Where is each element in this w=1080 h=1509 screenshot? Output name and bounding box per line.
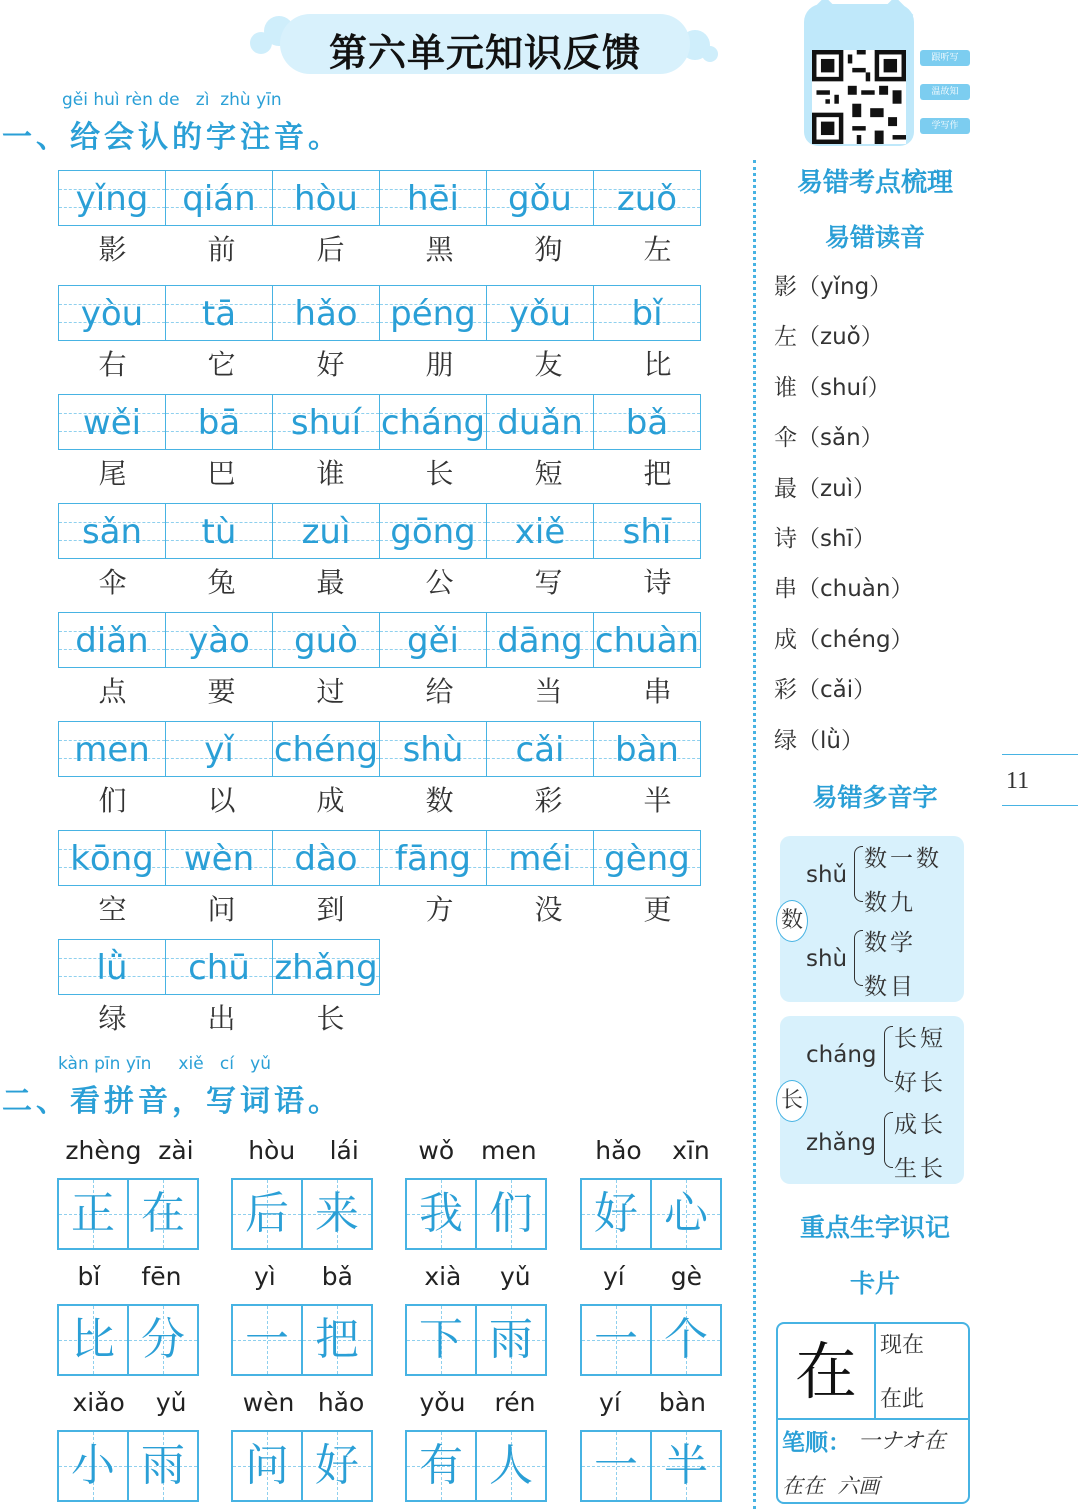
brace-icon bbox=[884, 1026, 893, 1082]
character-text: 数 bbox=[425, 784, 454, 817]
page-number: 11 bbox=[1002, 754, 1078, 806]
reading-heading: 易错读音 bbox=[824, 223, 925, 252]
page-title: 第六单元知识反馈 bbox=[328, 31, 641, 75]
pinyin-cell bbox=[272, 503, 380, 559]
pinyin-cell bbox=[593, 503, 701, 559]
pinyin-cell bbox=[593, 721, 701, 777]
pinyin-cell bbox=[593, 285, 701, 341]
pinyin-text: yào bbox=[188, 621, 250, 661]
pinyin-cell bbox=[58, 612, 166, 668]
qr-code-panel[interactable] bbox=[800, 4, 980, 150]
pinyin-cell bbox=[379, 394, 487, 450]
character-text: 后 bbox=[316, 233, 345, 266]
pinyin-cell bbox=[593, 612, 701, 668]
writing-box[interactable] bbox=[650, 1304, 722, 1376]
word-pinyin: xiǎo bbox=[72, 1388, 125, 1417]
polyphone-word: 长短 bbox=[894, 1026, 946, 1052]
card-heading-2: 卡片 bbox=[849, 1269, 900, 1298]
writing-box[interactable] bbox=[475, 1430, 547, 1502]
writing-box[interactable] bbox=[301, 1178, 373, 1250]
pinyin-text: wěi bbox=[82, 403, 142, 443]
character-text: 友 bbox=[534, 348, 563, 381]
pinyin-text: tā bbox=[201, 294, 237, 334]
word-pinyin: rén bbox=[494, 1388, 536, 1417]
pinyin-text: kōng bbox=[70, 839, 154, 879]
word-pinyin: yǔ bbox=[155, 1388, 187, 1417]
polyphone-word: 好长 bbox=[894, 1070, 946, 1096]
writing-box[interactable] bbox=[127, 1178, 199, 1250]
written-character: 一 bbox=[245, 1314, 289, 1365]
character-text: 长 bbox=[425, 457, 454, 490]
pinyin-text: hòu bbox=[294, 179, 358, 219]
pinyin-cell bbox=[272, 721, 380, 777]
written-character: 雨 bbox=[141, 1440, 185, 1491]
polyphone-word: 数目 bbox=[864, 974, 916, 1000]
character-text: 当 bbox=[534, 675, 563, 708]
pinyin-text: hǎo bbox=[294, 294, 358, 334]
pinyin-text: bǐ bbox=[631, 294, 663, 334]
character-text: 彩 bbox=[534, 784, 563, 817]
pinyin-cell bbox=[272, 830, 380, 886]
word-pinyin: fēn bbox=[141, 1262, 182, 1291]
written-character: 问 bbox=[245, 1440, 289, 1491]
card-heading: 重点生字识记 bbox=[799, 1213, 950, 1242]
pinyin-cell bbox=[165, 612, 273, 668]
character-text: 到 bbox=[316, 893, 345, 926]
reading-item: 最（zuì） bbox=[774, 475, 877, 502]
word-item bbox=[580, 1262, 725, 1376]
pinyin-cell bbox=[165, 721, 273, 777]
section2-pinyin: kàn pīn yīn xiě cí yǔ bbox=[58, 1054, 271, 1074]
pinyin-text: yǐ bbox=[204, 730, 234, 770]
qr-tag-listen[interactable]: 跟听写 bbox=[920, 50, 970, 66]
character-text: 尾 bbox=[98, 457, 127, 490]
word-item bbox=[57, 1262, 202, 1376]
sidebar-heading: 易错考点梳理 bbox=[796, 168, 953, 198]
pinyin-cell bbox=[58, 394, 166, 450]
word-item bbox=[57, 1136, 202, 1250]
character-text: 诗 bbox=[643, 566, 672, 599]
polyphone-word: 成长 bbox=[894, 1112, 946, 1138]
polyphone-word: 生长 bbox=[894, 1156, 946, 1182]
word-pinyin: yǒu bbox=[419, 1388, 466, 1417]
pinyin-text: zuǒ bbox=[616, 179, 678, 219]
card-word: 现在 bbox=[880, 1333, 925, 1358]
character-text: 问 bbox=[207, 893, 236, 926]
pinyin-text: yǒu bbox=[508, 294, 572, 334]
polyphone-word: 数九 bbox=[864, 890, 916, 916]
written-character: 半 bbox=[664, 1440, 708, 1491]
pinyin-cell bbox=[486, 170, 594, 226]
writing-box[interactable] bbox=[127, 1304, 199, 1376]
character-text: 半 bbox=[643, 784, 672, 817]
pinyin-cell bbox=[165, 939, 273, 995]
pinyin-text: chū bbox=[188, 948, 250, 988]
pinyin-text: zuì bbox=[301, 512, 351, 552]
pinyin-text: duǎn bbox=[497, 403, 583, 443]
pinyin-cell bbox=[379, 721, 487, 777]
reading-item: 成（chéng） bbox=[774, 626, 914, 653]
pinyin-text: gōng bbox=[390, 512, 476, 552]
word-pinyin: hòu bbox=[248, 1136, 296, 1165]
reading-item: 彩（cǎi） bbox=[774, 677, 877, 704]
pinyin-text: yǐng bbox=[75, 179, 149, 219]
pinyin-cell bbox=[272, 939, 380, 995]
pinyin-cell bbox=[486, 830, 594, 886]
pinyin-cell bbox=[593, 170, 701, 226]
pinyin-cell bbox=[486, 721, 594, 777]
polyphone-pinyin: shù bbox=[806, 946, 848, 972]
written-character: 们 bbox=[489, 1188, 533, 1239]
word-item bbox=[405, 1388, 550, 1502]
title-banner bbox=[250, 10, 720, 76]
pinyin-cell bbox=[486, 503, 594, 559]
pinyin-cell bbox=[58, 170, 166, 226]
pinyin-text: qián bbox=[182, 179, 256, 219]
stroke-order-label: 笔顺： bbox=[782, 1430, 851, 1456]
written-character: 个 bbox=[664, 1314, 708, 1365]
section2-title: 二、看拼音，写词语。 bbox=[2, 1084, 342, 1119]
pinyin-text: dāng bbox=[497, 621, 583, 661]
polyphone-pinyin: cháng bbox=[806, 1042, 877, 1068]
writing-box[interactable] bbox=[231, 1430, 303, 1502]
character-text: 串 bbox=[643, 675, 672, 708]
writing-box[interactable] bbox=[127, 1430, 199, 1502]
word-pinyin: yí bbox=[599, 1388, 621, 1417]
character-text: 要 bbox=[207, 675, 236, 708]
pinyin-text: gèng bbox=[604, 839, 690, 879]
writing-box[interactable] bbox=[405, 1430, 477, 1502]
written-character: 心 bbox=[664, 1188, 708, 1239]
word-pinyin: zài bbox=[158, 1136, 194, 1165]
word-item bbox=[231, 1136, 376, 1250]
character-text: 没 bbox=[534, 893, 563, 926]
word-pinyin: yǔ bbox=[500, 1262, 531, 1291]
word-item bbox=[405, 1262, 550, 1376]
word-pinyin: yì bbox=[254, 1262, 276, 1291]
writing-box[interactable] bbox=[580, 1430, 652, 1502]
pinyin-cell bbox=[165, 285, 273, 341]
word-pinyin: bǎ bbox=[321, 1262, 353, 1291]
character-row bbox=[58, 997, 385, 1037]
pinyin-cell bbox=[58, 830, 166, 886]
character-text: 最 bbox=[316, 566, 345, 599]
character-text: 写 bbox=[534, 566, 563, 599]
pinyin-text: zhǎng bbox=[274, 948, 378, 988]
pinyin-cell bbox=[486, 285, 594, 341]
character-text: 出 bbox=[207, 1002, 236, 1035]
word-item bbox=[405, 1136, 550, 1250]
written-character: 一 bbox=[594, 1440, 638, 1491]
written-character: 我 bbox=[419, 1188, 463, 1239]
pinyin-text: men bbox=[74, 730, 150, 770]
pinyin-text: dào bbox=[294, 839, 358, 879]
polyphone-card-chang bbox=[780, 1016, 964, 1184]
writing-box[interactable] bbox=[580, 1178, 652, 1250]
character-text: 伞 bbox=[98, 566, 127, 599]
polyphone-char: 长 bbox=[776, 1080, 808, 1122]
word-pinyin: wǒ bbox=[418, 1136, 455, 1165]
pinyin-text: tù bbox=[201, 512, 237, 552]
polyphone-card-shu bbox=[780, 836, 964, 1002]
pinyin-cell bbox=[486, 612, 594, 668]
writing-box[interactable] bbox=[231, 1178, 303, 1250]
word-pinyin: lái bbox=[329, 1136, 359, 1165]
pinyin-text: fāng bbox=[395, 839, 471, 879]
reading-item: 谁（shuí） bbox=[774, 374, 891, 401]
pinyin-text: diǎn bbox=[75, 621, 149, 661]
polyphone-pinyin: zhǎng bbox=[806, 1130, 876, 1156]
character-row bbox=[58, 452, 712, 492]
written-character: 好 bbox=[594, 1188, 638, 1239]
written-character: 下 bbox=[419, 1314, 463, 1365]
character-text: 们 bbox=[98, 784, 127, 817]
written-character: 后 bbox=[245, 1188, 289, 1239]
character-text: 绿 bbox=[98, 1002, 127, 1035]
pinyin-cell bbox=[593, 394, 701, 450]
pinyin-text: gěi bbox=[407, 621, 459, 661]
pinyin-text: xiě bbox=[514, 512, 566, 552]
brace-icon bbox=[854, 930, 863, 986]
pinyin-text: méi bbox=[508, 839, 572, 879]
character-text: 成 bbox=[316, 784, 345, 817]
pinyin-cell bbox=[58, 939, 166, 995]
pinyin-text: shī bbox=[622, 512, 672, 552]
written-character: 比 bbox=[71, 1314, 115, 1365]
pinyin-text: shù bbox=[402, 730, 464, 770]
pinyin-text: yòu bbox=[80, 294, 144, 334]
character-text: 把 bbox=[643, 457, 672, 490]
character-row bbox=[58, 343, 712, 383]
written-character: 人 bbox=[489, 1440, 533, 1491]
character-text: 空 bbox=[98, 893, 127, 926]
character-text: 巴 bbox=[207, 457, 236, 490]
pinyin-cell bbox=[58, 721, 166, 777]
pinyin-text: sǎn bbox=[81, 512, 143, 552]
pinyin-text: chéng bbox=[273, 730, 379, 770]
pinyin-cell bbox=[379, 503, 487, 559]
word-pinyin: wèn bbox=[242, 1388, 295, 1417]
word-pinyin: xīn bbox=[672, 1136, 710, 1165]
written-character: 一 bbox=[594, 1314, 638, 1365]
writing-box[interactable] bbox=[405, 1178, 477, 1250]
writing-box[interactable] bbox=[405, 1304, 477, 1376]
pinyin-cell bbox=[165, 503, 273, 559]
character-text: 左 bbox=[643, 233, 672, 266]
brace-icon bbox=[884, 1112, 893, 1168]
writing-box[interactable] bbox=[580, 1304, 652, 1376]
stroke-order: 一ナオ在 bbox=[858, 1429, 946, 1454]
word-item bbox=[231, 1388, 376, 1502]
section1-title: 一、给会认的字注音。 bbox=[2, 120, 342, 155]
written-character: 正 bbox=[71, 1188, 115, 1239]
word-pinyin: hǎo bbox=[317, 1388, 365, 1417]
writing-box[interactable] bbox=[650, 1430, 722, 1502]
writing-box[interactable] bbox=[301, 1430, 373, 1502]
pinyin-text: hēi bbox=[407, 179, 459, 219]
pinyin-cell bbox=[486, 394, 594, 450]
pinyin-row bbox=[58, 285, 700, 343]
section1-pinyin: gěi huì rèn de zì zhù yīn bbox=[62, 90, 282, 110]
writing-box[interactable] bbox=[57, 1178, 129, 1250]
writing-box[interactable] bbox=[650, 1178, 722, 1250]
written-character: 雨 bbox=[489, 1314, 533, 1365]
word-item bbox=[580, 1136, 725, 1250]
pinyin-cell bbox=[58, 503, 166, 559]
card-word: 在此 bbox=[880, 1387, 925, 1412]
writing-box[interactable] bbox=[475, 1178, 547, 1250]
reading-item: 串（chuàn） bbox=[774, 576, 914, 603]
character-row bbox=[58, 670, 712, 710]
pinyin-text: lǜ bbox=[96, 948, 128, 988]
written-character: 小 bbox=[71, 1440, 115, 1491]
pinyin-cell bbox=[272, 612, 380, 668]
word-pinyin: bǐ bbox=[77, 1262, 101, 1291]
character-text: 以 bbox=[207, 784, 236, 817]
reading-item: 伞（sǎn） bbox=[774, 425, 884, 452]
pinyin-text: wèn bbox=[183, 839, 255, 879]
pinyin-row bbox=[58, 721, 700, 779]
pinyin-cell bbox=[272, 394, 380, 450]
character-text: 给 bbox=[425, 675, 454, 708]
word-pinyin: bàn bbox=[658, 1388, 706, 1417]
pinyin-row bbox=[58, 612, 700, 670]
pinyin-cell bbox=[165, 170, 273, 226]
pinyin-cell bbox=[272, 285, 380, 341]
writing-box[interactable] bbox=[231, 1304, 303, 1376]
pinyin-cell bbox=[272, 170, 380, 226]
character-text: 过 bbox=[316, 675, 345, 708]
pinyin-cell bbox=[593, 830, 701, 886]
written-character: 分 bbox=[141, 1314, 185, 1365]
writing-box[interactable] bbox=[301, 1304, 373, 1376]
polyphone-word: 数一数 bbox=[864, 846, 942, 872]
pinyin-text: cǎi bbox=[515, 730, 565, 770]
word-item bbox=[231, 1262, 376, 1376]
word-pinyin: hǎo bbox=[595, 1136, 642, 1165]
word-pinyin: gè bbox=[670, 1262, 702, 1291]
polyphone-char: 数 bbox=[776, 900, 808, 942]
reading-item: 影（yǐng） bbox=[774, 274, 893, 300]
word-item bbox=[57, 1388, 202, 1502]
pinyin-row bbox=[58, 503, 700, 561]
reading-item: 绿（lǜ） bbox=[774, 727, 864, 754]
pinyin-text: bàn bbox=[615, 730, 679, 770]
pinyin-text: péng bbox=[390, 294, 476, 334]
character-row bbox=[58, 228, 712, 268]
writing-box[interactable] bbox=[57, 1304, 129, 1376]
pinyin-text: chuàn bbox=[594, 621, 700, 661]
writing-box[interactable] bbox=[475, 1304, 547, 1376]
character-text: 狗 bbox=[534, 233, 563, 266]
written-character: 把 bbox=[315, 1314, 359, 1365]
reading-item: 诗（shī） bbox=[774, 526, 876, 552]
character-text: 影 bbox=[98, 233, 127, 266]
written-character: 好 bbox=[315, 1440, 359, 1491]
character-text: 方 bbox=[425, 893, 454, 926]
character-text: 兔 bbox=[207, 566, 236, 599]
pinyin-cell bbox=[58, 285, 166, 341]
pinyin-text: cháng bbox=[380, 403, 486, 443]
character-text: 短 bbox=[534, 457, 563, 490]
qr-code-image[interactable] bbox=[812, 50, 906, 144]
word-item bbox=[580, 1388, 725, 1502]
character-text: 谁 bbox=[316, 457, 345, 490]
writing-box[interactable] bbox=[57, 1430, 129, 1502]
poly-heading: 易错多音字 bbox=[812, 783, 938, 812]
character-text: 前 bbox=[207, 233, 236, 266]
stroke-count: 在在 六画 bbox=[782, 1474, 880, 1498]
character-text: 点 bbox=[98, 675, 127, 708]
pinyin-cell bbox=[379, 285, 487, 341]
character-text: 好 bbox=[316, 348, 345, 381]
qr-tag-review[interactable]: 温故知 bbox=[920, 84, 970, 100]
written-character: 来 bbox=[315, 1188, 359, 1239]
written-character: 有 bbox=[419, 1440, 463, 1491]
pinyin-text: bǎ bbox=[625, 403, 669, 443]
pinyin-cell bbox=[165, 830, 273, 886]
polyphone-word: 数学 bbox=[864, 930, 916, 956]
pinyin-text: guò bbox=[294, 621, 358, 661]
column-divider bbox=[753, 160, 756, 1509]
character-text: 黑 bbox=[425, 233, 454, 266]
pinyin-row bbox=[58, 394, 700, 452]
pinyin-row bbox=[58, 830, 700, 888]
character-row bbox=[58, 561, 712, 601]
character-row bbox=[58, 779, 712, 819]
pinyin-text: shuí bbox=[290, 403, 362, 443]
pinyin-cell bbox=[379, 170, 487, 226]
pinyin-cell bbox=[379, 612, 487, 668]
pinyin-cell bbox=[165, 394, 273, 450]
polyphone-pinyin: shǔ bbox=[806, 862, 848, 888]
pinyin-row bbox=[58, 170, 700, 228]
character-card bbox=[776, 1322, 970, 1504]
character-text: 长 bbox=[316, 1002, 345, 1035]
word-pinyin: men bbox=[480, 1136, 537, 1165]
pinyin-row bbox=[58, 939, 379, 997]
card-character: 在 bbox=[794, 1335, 857, 1408]
word-pinyin: zhèng bbox=[65, 1136, 142, 1165]
pinyin-text: bā bbox=[197, 403, 241, 443]
word-pinyin: yí bbox=[603, 1262, 625, 1291]
brace-icon bbox=[854, 846, 863, 902]
character-text: 比 bbox=[643, 348, 672, 381]
word-pinyin: xià bbox=[424, 1262, 462, 1291]
character-text: 朋 bbox=[425, 348, 454, 381]
qr-tag-writing[interactable]: 学写作 bbox=[920, 118, 970, 134]
character-text: 公 bbox=[425, 566, 454, 599]
pinyin-text: gǒu bbox=[508, 179, 572, 219]
character-text: 它 bbox=[207, 348, 236, 381]
character-row bbox=[58, 888, 712, 928]
written-character: 在 bbox=[141, 1188, 185, 1239]
reading-item: 左（zuǒ） bbox=[774, 324, 884, 351]
pinyin-cell bbox=[379, 830, 487, 886]
character-text: 更 bbox=[643, 893, 672, 926]
character-text: 右 bbox=[98, 348, 127, 381]
